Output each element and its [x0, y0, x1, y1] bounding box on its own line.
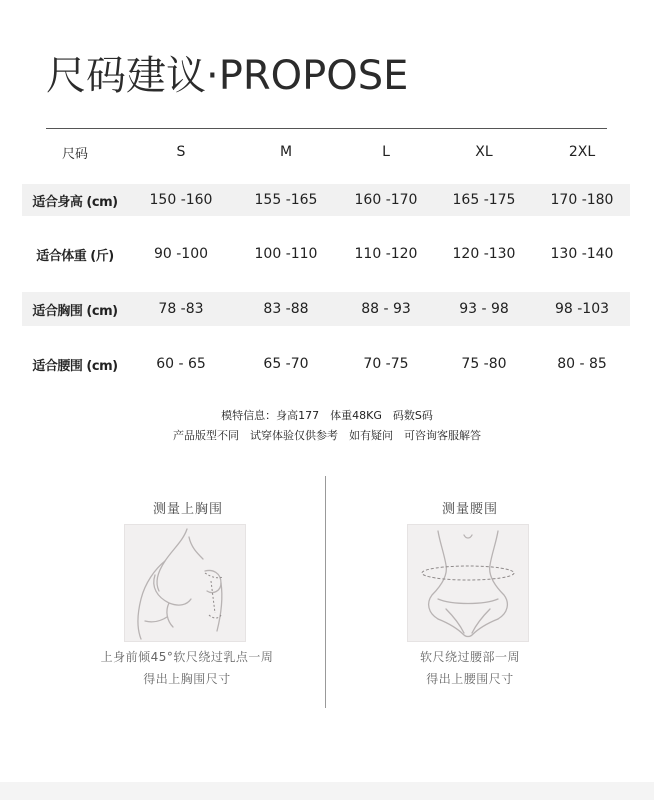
chest-measure-title: 测量上胸围 [152, 502, 223, 517]
page-title: 尺码建议·PROPOSE [46, 53, 409, 99]
model-info-line2: 产品版型不同 试穿体验仅供参考 如有疑问 可咨询客服解答 [173, 429, 481, 442]
model-info-line1: 模特信息：身高177 体重48KG 码数S码 [221, 409, 433, 422]
table-row [22, 292, 630, 326]
chest-measure-caption1: 上身前倾45°软尺绕过乳点一周 [100, 650, 274, 664]
row-label-chest: 适合胸围 (cm) [32, 303, 118, 319]
waist-measure-title: 测量腰围 [441, 502, 498, 517]
table-cell: 90 -100 [153, 246, 209, 262]
table-cell: 98 -103 [554, 301, 610, 317]
row-label-weight: 适合体重 (斤) [36, 248, 114, 264]
header-size-s: S [176, 144, 186, 160]
table-cell: 130 -140 [550, 246, 614, 262]
table-row [22, 184, 630, 216]
header-size-2xl: 2XL [568, 144, 596, 160]
table-cell: 120 -130 [452, 246, 516, 262]
table-cell: 65 -70 [263, 356, 309, 372]
footer-band [0, 782, 654, 800]
chest-measure-illustration [124, 524, 246, 642]
table-row [22, 238, 630, 270]
title-divider [46, 128, 607, 129]
table-cell: 75 -80 [461, 356, 507, 372]
table-cell: 160 -170 [354, 192, 418, 208]
waist-measure-caption1: 软尺绕过腰部一周 [419, 650, 520, 664]
table-cell: 83 -88 [263, 301, 309, 317]
row-label-height: 适合身高 (cm) [32, 194, 118, 210]
table-cell: 155 -165 [254, 192, 318, 208]
section-divider [325, 476, 326, 708]
waist-measure-illustration [407, 524, 529, 642]
waist-measure-caption2: 得出上腰围尺寸 [426, 672, 514, 686]
table-cell: 60 - 65 [156, 356, 206, 372]
table-cell: 70 -75 [363, 356, 409, 372]
header-size-xl: XL [475, 144, 493, 160]
table-cell: 170 -180 [550, 192, 614, 208]
row-label-waist: 适合腰围 (cm) [32, 358, 118, 374]
chest-measure-caption2: 得出上胸围尺寸 [143, 672, 231, 686]
header-size-l: L [382, 144, 390, 160]
table-cell: 100 -110 [254, 246, 318, 262]
header-size-m: M [279, 144, 293, 160]
table-cell: 88 - 93 [361, 301, 411, 317]
table-cell: 165 -175 [452, 192, 516, 208]
header-label: 尺码 [61, 146, 88, 162]
table-cell: 110 -120 [354, 246, 418, 262]
table-cell: 78 -83 [158, 301, 204, 317]
table-cell: 93 - 98 [459, 301, 509, 317]
table-row [22, 348, 630, 380]
table-cell: 80 - 85 [557, 356, 607, 372]
table-header-row [22, 130, 630, 174]
table-cell: 150 -160 [149, 192, 213, 208]
